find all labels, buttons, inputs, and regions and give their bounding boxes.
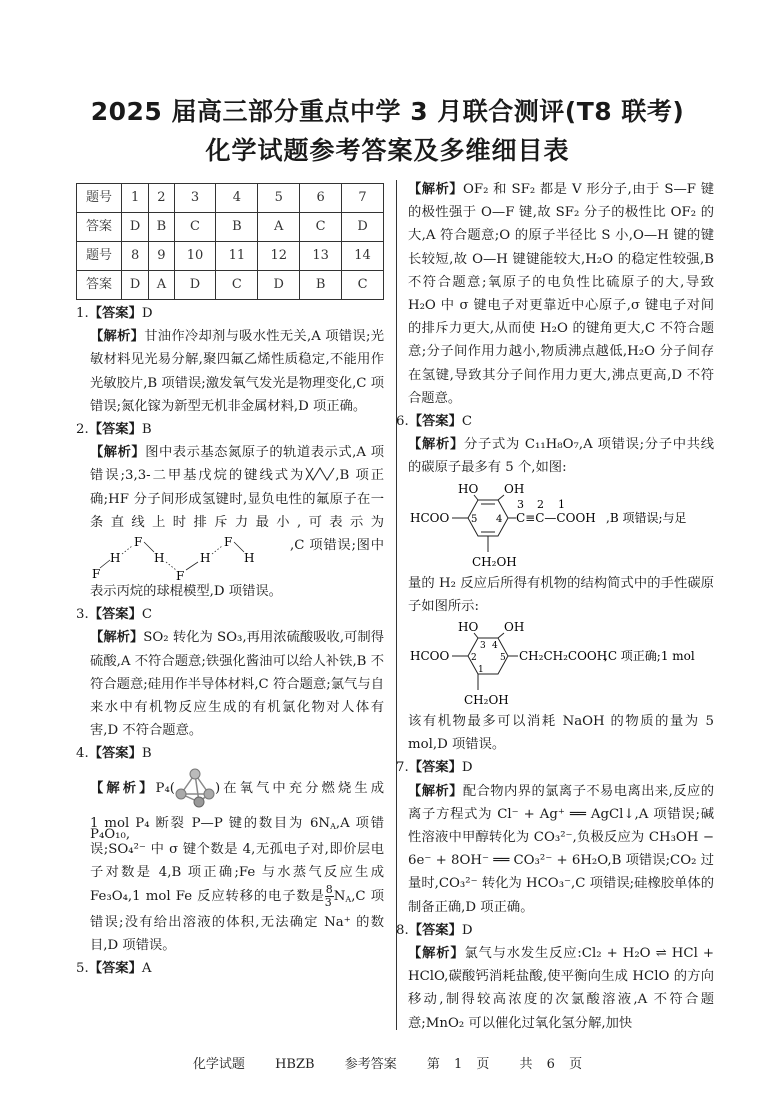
analysis-paragraph [408,780,714,919]
svg-text:2: 2 [537,497,544,511]
table-cell: 1 [122,184,149,213]
hf-chain-icon [90,534,290,580]
svg-text:5: 5 [500,653,506,664]
table-cell: B [300,271,342,300]
answer-line [76,302,384,325]
answer-table [76,183,384,300]
analysis-text: ,C 项错误;图中表示丙烷的球棍模型,D 项错误。 [90,538,384,600]
question-5-head [76,957,384,980]
answer-tag: 【答案】 [88,306,142,321]
subscript: A [330,821,336,831]
answer-line [396,756,714,779]
footer-total-pages: 共 6 页 [519,1057,583,1072]
analysis-paragraph [408,178,714,410]
answer-value: B [141,746,152,762]
question-number: 3. [76,607,89,623]
table-cell: A [149,271,174,300]
svg-text:1: 1 [558,497,565,511]
document-subtitle: 化学试题参考答案及多维细目表 [205,136,570,165]
analysis-paragraph [90,325,384,418]
svg-text:HO: HO [458,620,479,635]
answer-tag: 【答案】 [408,760,462,776]
table-cell: 5 [258,184,300,213]
row-label: 答案 [77,271,122,300]
analysis-text: N [333,888,346,904]
question-number: 1. [76,306,89,321]
table-cell: 11 [216,242,258,271]
svg-text:F: F [92,567,101,581]
analysis-text: 分子式为 C₁₁H₈O₇,A 项错误;分子中共线的碳原子最多有 5 个,如图: [408,437,714,476]
analysis-text: ,B 项正确;HF 分子间形成氢键时,显负电性的氟原子在一条直线上时排斥力最小,可表示为 [90,468,384,530]
table-cell: 8 [122,242,149,271]
row-label: 题号 [77,184,122,213]
analysis-tag: 【解析】 [90,329,145,345]
analysis-paragraph [90,626,384,742]
svg-text:5: 5 [471,513,478,525]
answer-line [396,410,714,433]
table-cell: 10 [174,242,216,271]
table-cell: 6 [300,184,342,213]
fraction [325,884,334,909]
p4-tetrahedron-icon [175,768,215,808]
analysis-tag: 【解析】 [90,780,156,796]
analysis-tag: 【解析】 [408,437,464,453]
svg-text:HCOO: HCOO [410,510,450,525]
svg-text:,B 项错误;与足: ,B 项错误;与足 [606,510,687,525]
answer-tag: 【答案】 [88,422,142,438]
table-cell: D [122,271,149,300]
table-cell: D [174,271,216,300]
table-row [77,271,384,300]
svg-text:C≡C—COOH: C≡C—COOH [516,510,596,525]
svg-text:H: H [244,551,255,566]
analysis-paragraph [90,441,384,603]
question-1 [76,302,384,418]
table-cell: D [342,213,384,242]
answer-value: B [141,422,152,438]
question-number: 8. [396,922,409,938]
answer-line [76,742,384,765]
svg-text:4: 4 [496,513,503,525]
answer-line [396,919,714,942]
analysis-tag: 【解析】 [408,946,465,962]
question-7 [396,756,714,918]
answer-tag: 【答案】 [88,960,142,976]
table-cell: D [122,213,149,242]
subscript: A [345,894,352,904]
analysis-paragraph [408,710,714,756]
analysis-text: OF₂ 和 SF₂ 都是 V 形分子,由于 S—F 键的极性强于 O—F 键,故 SF₂ 分子的极性比 OF₂ 的大,A 符合题意;O 的原子半径比 S 小,O—H 键的键长较短,故 O—H 键键能较大,H₂O 的稳定性较强,B 不符合题意;氧原子的电负性比硫原子的大,导致 H₂O 中 σ 键电子对更靠近中心原子,σ 键电子对间的排斥力更大,从而使 H₂O 的键角更大,C 不符合题意;分子间作用力越小,物质沸点越低,H₂O 分子间存在氢键,导致其分子间作用力更大,沸点更高,D 不符合题意。 [408,182,715,406]
answer-value: D [461,760,473,776]
analysis-text: 该有机物最多可以消耗 NaOH 的物质的量为 5 mol,D 项错误。 [408,714,714,753]
structure-2-row [408,618,714,710]
answer-value: C [461,414,473,430]
table-cell: C [174,213,216,242]
table-cell: B [216,213,258,242]
answer-tag: 【答案】 [88,607,142,623]
question-number: 6. [396,414,409,430]
analysis-text: 甘油作冷却剂与吸水性无关,A 项错误;光敏材料见光易分解,聚四氟乙烯性质稳定,不能用作光敏胶片,B 项错误;激发氧气发光是物理变化,C 项错误;氮化镓为新型无机非金属材料,D 项正确。 [90,329,385,414]
analysis-paragraph [408,942,714,1035]
analysis-text: 1 mol P₄ 断裂 P—P 键的数目为 6N [90,815,331,831]
table-cell: B [149,213,174,242]
table-cell: 13 [300,242,342,271]
table-row [77,213,384,242]
right-column [396,178,715,1035]
question-number: 7. [396,760,409,776]
question-number: 2. [76,422,89,438]
fraction-numerator: 8 [325,882,333,896]
svg-text:H: H [200,551,211,566]
svg-text:H: H [154,551,165,566]
svg-text:HO: HO [458,481,479,496]
analysis-tag: 【解析】 [408,182,463,197]
svg-text:F: F [176,569,185,581]
analysis-text: 氯气与水发生反应:Cl₂ + H₂O ⇌ HCl + HClO,碳酸钙消耗盐酸,使平衡向生成 HClO 的方向移动,制得较高浓度的次氯酸溶液,A 不符合题意;MnO₂ 可以催化过氧化氢分解,加快 [408,946,714,1031]
question-number: 5. [76,960,89,976]
table-cell: C [300,213,342,242]
analysis-text: P₄( [155,780,175,796]
svg-text:2: 2 [471,653,477,664]
structure-1-row [408,480,714,572]
table-cell: D [258,271,300,300]
svg-text:HCOO: HCOO [410,649,450,664]
question-8 [396,919,714,1035]
svg-text:CH₂OH: CH₂OH [472,554,517,569]
svg-text:OH: OH [504,620,525,635]
answer-value: D [141,306,153,321]
footer-doc-type: 参考答案 [344,1057,397,1072]
svg-text:CH₂OH: CH₂OH [464,693,509,708]
analysis-text: 量的 H₂ 反应后所得有机物的结构简式中的手性碳原子如图所示: [408,575,714,614]
analysis-paragraph [408,572,714,618]
table-cell: 12 [258,242,300,271]
answer-tag: 【答案】 [88,746,142,762]
table-row [77,242,384,271]
question-4 [76,742,384,956]
fraction-denominator: 3 [324,895,332,909]
row-label: 答案 [77,213,122,242]
svg-text:3: 3 [480,641,486,652]
table-cell: C [216,271,258,300]
table-cell: A [258,213,300,242]
footer-code: HBZB [275,1057,315,1072]
row-label: 题号 [77,242,122,271]
hf-hydrogen-bond-diagram [90,534,290,580]
question-number: 4. [76,746,89,762]
footer-page-number: 第 1 页 [426,1057,490,1072]
table-cell: C [342,271,384,300]
answer-value: C [141,607,153,623]
molecule-structure-1-icon [408,480,708,572]
analysis-text: )在氧气中充分燃烧生成 P₄O₁₀, [90,780,385,842]
answer-line [76,603,384,626]
svg-text:F: F [134,535,143,550]
analysis-paragraph [408,433,714,479]
analysis-tag: 【解析】 [90,630,144,646]
table-cell: 3 [174,184,216,213]
table-row [77,184,384,213]
analysis-text: ,C 项错误;没有给出溶液的体积,无法确定 Na⁺ 的数目,D 项错误。 [90,888,384,953]
page-footer [0,1053,775,1072]
answer-tag: 【答案】 [408,414,462,430]
analysis-text: 图中表示基态氮原子的轨道表示式,A 项错误;3,3-二甲基戊烷的键线式为 [90,445,384,484]
analysis-tag: 【解析】 [408,783,463,799]
table-cell: 7 [342,184,384,213]
skeletal-formula-icon [305,466,335,482]
document-title: 2025 届高三部分重点中学 3 月联合测评(T8 联考) [90,97,685,126]
table-cell: 9 [149,242,174,271]
analysis-tag: 【解析】 [90,445,146,461]
footer-subject: 化学试题 [192,1057,245,1072]
answer-value: A [141,960,152,976]
left-column [76,183,384,980]
svg-text:F: F [224,535,233,550]
svg-text:3: 3 [517,497,524,511]
table-cell: 4 [216,184,258,213]
svg-text:CH₂CH₂COOH: CH₂CH₂COOH [519,649,608,664]
analysis-text: SO₂ 转化为 SO₃,再用浓硫酸吸收,可制得硫酸,A 不符合题意;铁强化酱油可以给人补铁,B 不符合题意;硅用作半导体材料,C 符合题意;氯气与自来水中有机物反应生成的有机氯化物对人体有害,D 不符合题意。 [90,630,385,739]
answer-value: D [461,922,473,938]
question-6 [396,410,714,756]
svg-text:,C 项正确;1 mol: ,C 项正确;1 mol [604,649,695,664]
svg-text:4: 4 [492,641,498,652]
svg-text:1: 1 [478,665,484,676]
answer-tag: 【答案】 [408,922,462,938]
svg-text:OH: OH [504,481,525,496]
question-3 [76,603,384,742]
molecule-structure-2-icon [408,618,708,710]
analysis-text: ,A 项错误;SO₄²⁻ 中 σ 键个数是 4,无孤电子对,即价层电子对数是 4,B 项正确;Fe 与水蒸气反应生成 Fe₃O₄,1 mol Fe 反应转移的电子数是 [90,815,385,904]
analysis-text: 配合物内界的氯离子不易电离出来,反应的离子方程式为 Cl⁻ + Ag⁺ ══ AgCl↓,A 项错误;碱性溶液中甲醇转化为 CO₃²⁻,负极反应为 CH₃OH − 6e⁻ + 8OH⁻ ══ CO₃²⁻ + 6H₂O,B 项错误;CO₂ 过量时,CO₃²⁻ 转化为 HCO₃⁻,C 项错误;硅橡胶单体的制备正确,D 项正确。 [408,783,715,915]
table-cell: 2 [149,184,174,213]
question-2 [76,418,384,603]
answer-line [76,957,384,980]
analysis-paragraph [90,766,384,957]
answer-line [76,418,384,441]
table-cell: 14 [342,242,384,271]
svg-text:H: H [110,551,121,566]
